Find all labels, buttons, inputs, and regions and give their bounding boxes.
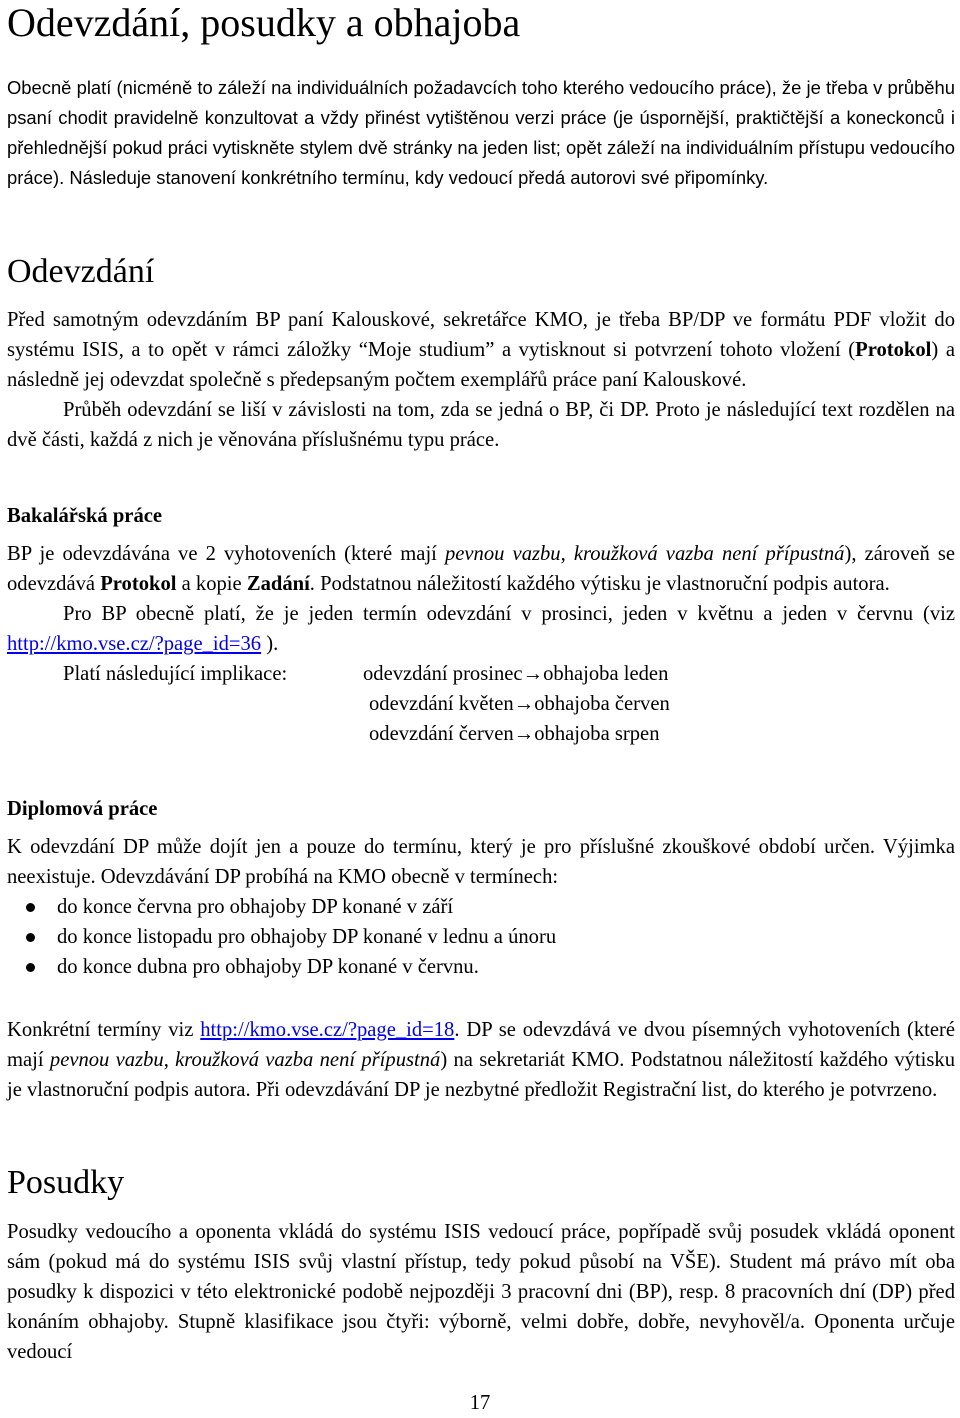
text-run: ) a následně jej odevzdat společně s předepsaným počtem exemplářů práce paní Kalouskové. — [7, 339, 955, 391]
page-number: 17 — [469, 1392, 491, 1414]
section-heading-posudky: Posudky — [7, 1164, 125, 1201]
kmo-link-page-18[interactable]: http://kmo.vse.cz/?page_id=18 — [200, 1019, 455, 1041]
text-run: , — [560, 543, 574, 565]
bakalarska-section — [7, 539, 955, 749]
text-run: Před samotným odevzdáním BP paní Kalouskové, sekretářce KMO, je třeba BP/DP ve formátu PDF vložit do systému ISIS, a to opět v rámci záložky “Moje studium” a vytisknout si potvrzení tohoto vložení ( — [7, 309, 955, 361]
implication-item: odevzdání prosinec→obhajoba leden — [363, 663, 669, 685]
krouzkova-vazba-italic: kroužková vazba není přípustná — [175, 1049, 441, 1071]
bakalarska-paragraph-2 — [7, 599, 955, 659]
implication-row — [7, 719, 955, 749]
text-run: , — [163, 1049, 176, 1071]
text-run: . DP se odevzdává ve dvou písemných vyhotoveních (které mají — [7, 1019, 955, 1071]
posudky-paragraph: Posudky vedoucího a oponenta vkládá do systému ISIS vedoucí práce, popřípadě svůj posudek vkládá oponent sám (pokud má do systému ISIS svůj vlastní přístup, tedy pokud působí na VŠE). Student má právo mít oba posudky k dispozici v této elektronické podobě nejpozději 3 pracovní dni (BP), resp. 8 pracovních dní (DP) před konáním obhajoby. Stupně klasifikace jsou čtyři: výborně, velmi dobře, dobře, nevyhověl/a. Oponenta určuje vedoucí — [7, 1221, 955, 1363]
pevna-vazba-italic: pevnou vazbu — [444, 543, 561, 565]
odevzdani-paragraph-2: Průběh odevzdání se liší v závislosti na tom, zda se jedná o BP, či DP. Proto je následující text rozdělen na dvě části, každá z nich je věnována příslušnému typu práce. — [7, 399, 955, 451]
list-item-text: do konce listopadu pro obhajoby DP konané v lednu a únoru — [57, 926, 557, 948]
list-item-text: do konce dubna pro obhajoby DP konané v červnu. — [57, 956, 479, 978]
text-run: ), zároveň se odevzdává — [7, 543, 955, 595]
zadani-bold: Zadání — [246, 573, 310, 595]
odevzdani-section — [7, 305, 955, 455]
bullet-icon — [26, 963, 35, 972]
text-run: ) na sekretariát KMO. Podstatnou náležitostí každého výtisku je vlastnoruční podpis autora. Při odevzdávání DP je nezbytné předložit Registrační list, do kterého je potvrzeno. — [7, 1049, 955, 1101]
odevzdani-paragraph-1 — [7, 305, 955, 395]
deadline-list — [7, 892, 955, 982]
protokol-bold: Protokol — [100, 573, 177, 595]
text-run: Pro BP obecně platí, že je jeden termín odevzdání v prosinci, jeden v květnu a jeden v červnu (viz — [63, 603, 955, 625]
list-item — [7, 952, 955, 982]
text-run: ). — [261, 633, 279, 655]
subheading-bakalarska: Bakalářská práce — [7, 505, 163, 527]
krouzkova-vazba-italic: kroužková vazba není přípustná — [573, 543, 845, 565]
protokol-bold: Protokol — [855, 339, 932, 361]
implications-block — [7, 659, 955, 749]
implication-item: odevzdání květen→obhajoba červen — [369, 693, 670, 715]
section-heading-odevzdani: Odevzdání — [7, 253, 155, 290]
diplomova-paragraph-2 — [7, 1015, 955, 1105]
text-run: BP je odevzdávána ve 2 vyhotoveních (které mají — [7, 543, 445, 565]
intro-text-followup: Následuje stanovení konkrétního termínu, kdy vedoucí předá autorovi své připomínky. — [64, 167, 769, 188]
list-item-text: do konce června pro obhajoby DP konané v září — [57, 896, 454, 918]
diplomova-section — [7, 832, 955, 982]
list-item — [7, 892, 955, 922]
bakalarska-paragraph-1 — [7, 539, 955, 599]
implication-row — [7, 689, 955, 719]
list-item — [7, 922, 955, 952]
implications-label: Platí následující implikace: — [63, 663, 288, 685]
page-title: Odevzdání, posudky a obhajoba — [7, 0, 521, 45]
intro-paragraph — [7, 73, 955, 193]
kmo-link-page-36[interactable]: http://kmo.vse.cz/?page_id=36 — [7, 633, 262, 655]
text-run: a kopie — [176, 573, 247, 595]
bullet-icon — [26, 933, 35, 942]
text-run: Konkrétní termíny viz — [7, 1019, 201, 1041]
subheading-diplomova: Diplomová práce — [7, 798, 158, 820]
diplomova-paragraph-1: K odevzdání DP může dojít jen a pouze do termínu, který je pro příslušné zkouškové období určen. Výjimka neexistuje. Odevzdávání DP probíhá na KMO obecně v termínech: — [7, 836, 955, 888]
intro-text: Obecně platí (nicméně to záleží na individuálních požadavcích toho kterého vedoucího práce), že je třeba v průběhu psaní chodit pravidelně konzultovat a vždy přinést vytištěnou verzi práce (je úspornější, praktičtější a koneckonců i přehlednější pokud práci vytiskněte stylem dvě stránky na jeden list; opět záleží na individuálním přístupu vedoucího práce). — [7, 77, 955, 188]
pevna-vazba-italic: pevnou vazbu — [49, 1049, 164, 1071]
implication-item: odevzdání červen→obhajoba srpen — [369, 723, 660, 745]
implication-row — [7, 659, 955, 689]
bullet-icon — [26, 903, 35, 912]
text-run: . Podstatnou náležitostí každého výtisku je vlastnoruční podpis autora. — [309, 573, 890, 595]
